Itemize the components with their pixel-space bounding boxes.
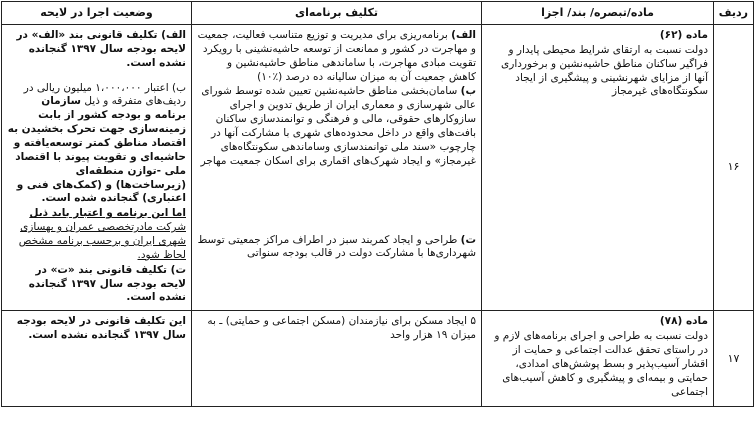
status-item-te: ت) تکلیف قانونی بند «ت» در لایحه بودجه سال ۱۳۹۷ گنجانده نشده است.: [28, 263, 186, 304]
status-item-alef: الف) تکلیف قانونی بند «الف» در لایحه بودجه سال ۱۳۹۷ گنجانده نشده است.: [16, 29, 186, 69]
header-article: ماده/تبصره/ بند/ اجزا: [482, 2, 714, 25]
status-text: این تکلیف قانونی در لایحه بودجه سال ۱۳۹۷ گنجانده نشده است.: [16, 315, 186, 342]
program-item-label: ت): [460, 233, 476, 246]
status-cell: [2, 311, 192, 407]
article-cell: [482, 25, 714, 311]
article-text: دولت نسبت به طراحی و اجرای برنامه‌های لازم و در راستای تحقق عدالت اجتماعی و حمایت از اقشار آسیب‌پذیر و بسط پوشش‌های امدادی، حمایتی و بیمه‌ای و پیشگیری و کاهش آسیب‌های اجتماعی: [494, 330, 708, 398]
table-row: [2, 311, 754, 407]
program-item-alef: [197, 29, 476, 84]
status-underlined-text: اما این برنامه و اعتبار باید ذیل: [29, 207, 186, 220]
program-item-label: ب): [460, 85, 476, 98]
program-item-text: ۵ ایجاد مسکن برای نیازمندان (مسکن اجتماعی و حمایتی) ـ به میزان ۱۹ هزار واحد: [207, 315, 476, 342]
program-item-text: سامان‌بخشی مناطق حاشیه‌نشین تعیین شده توسط شورای عالی شهرسازی و معماری ایران از طریق تدوین و اجرای سازوکارهای حقوقی، مالی و فرهنگی و توانمندسازی ساکنان بافت‌های واقع در داخل محدوده‌های شهری با مشارکت آنها در چارچوب «سند ملی توانمندسازی وساماندهی سکونتگاه‌های غیرمجاز» و ایجاد شهرک‌های اقماری برای اسکان جمعیت مهاجر: [200, 85, 476, 167]
program-duty-cell: [192, 311, 482, 407]
status-item-be-note: [7, 207, 186, 262]
status-cell: [2, 25, 192, 311]
article-text: دولت نسبت به ارتقای شرایط محیطی پایدار و فراگیر ساکنان مناطق حاشیه‌نشین و برخورداری آنها از مزایای شهرنشینی و پیشگیری از ایجاد سکونتگاه‌های غیرمجاز: [501, 43, 708, 98]
header-row: [2, 2, 754, 25]
program-item-te: [197, 234, 476, 262]
row-number: ۱۷: [714, 311, 754, 407]
status-item-be-bold: سازمان برنامه و بودجه کشور از بابت زمینه‌سازی جهت تحرک بخشیدن به اقتصاد مناطق کمتر توسعه‌یافته و حاشیه‌ای و تقویت پیوند با اقتصاد ملی -توازن منطقه‌ای (زیرساخت‌ها) و (کمک‌های فنی و اعتباری) گنجانده شده است.: [7, 95, 186, 205]
program-item-text: طراحی و ایجاد کمربند سبز در اطراف مراکز جمعیتی توسط شهرداری‌ها با مشارکت دولت در قالب بودجه سنواتی: [197, 233, 476, 260]
budget-document-table: [1, 1, 754, 407]
header-row-number: ردیف: [714, 2, 754, 25]
program-item-label: الف): [451, 29, 476, 41]
table-row: [2, 25, 754, 311]
program-item-text: برنامه‌ریزی برای مدیریت و توزیع متناسب فعالیت، جمعیت و مهاجرت در کشور و ممانعت از توسعه حاشیه‌نشینی با رویکرد تقویت مبادی مهاجرت، با ساماندهی مناطق حاشیه‌نشین و کاهش جمعیت آن به میزان سالیانه ده درصد (٪۱۰): [197, 29, 476, 83]
header-status: وضعیت اجرا در لایحه: [2, 2, 192, 25]
status-item-be: [7, 82, 186, 207]
header-program-duty: تکلیف برنامه‌ای: [192, 2, 482, 25]
status-company-text: شرکت مادرتخصصی عمران و بهسازی شهری ایران و برحسب برنامه مشخص لحاظ شود.: [18, 221, 186, 261]
article-title: ماده (۷۸): [659, 315, 708, 328]
article-title: ماده (۶۲): [659, 29, 708, 41]
article-cell: [482, 311, 714, 407]
program-duty-cell: [192, 25, 482, 311]
status-item-be-lead: ب) اعتبار ۱،۰۰۰،۰۰۰ میلیون ریالی در ردیف‌های متفرقه و ذیل: [23, 81, 186, 108]
program-item-be: [197, 85, 476, 168]
row-number: ۱۶: [714, 25, 754, 311]
